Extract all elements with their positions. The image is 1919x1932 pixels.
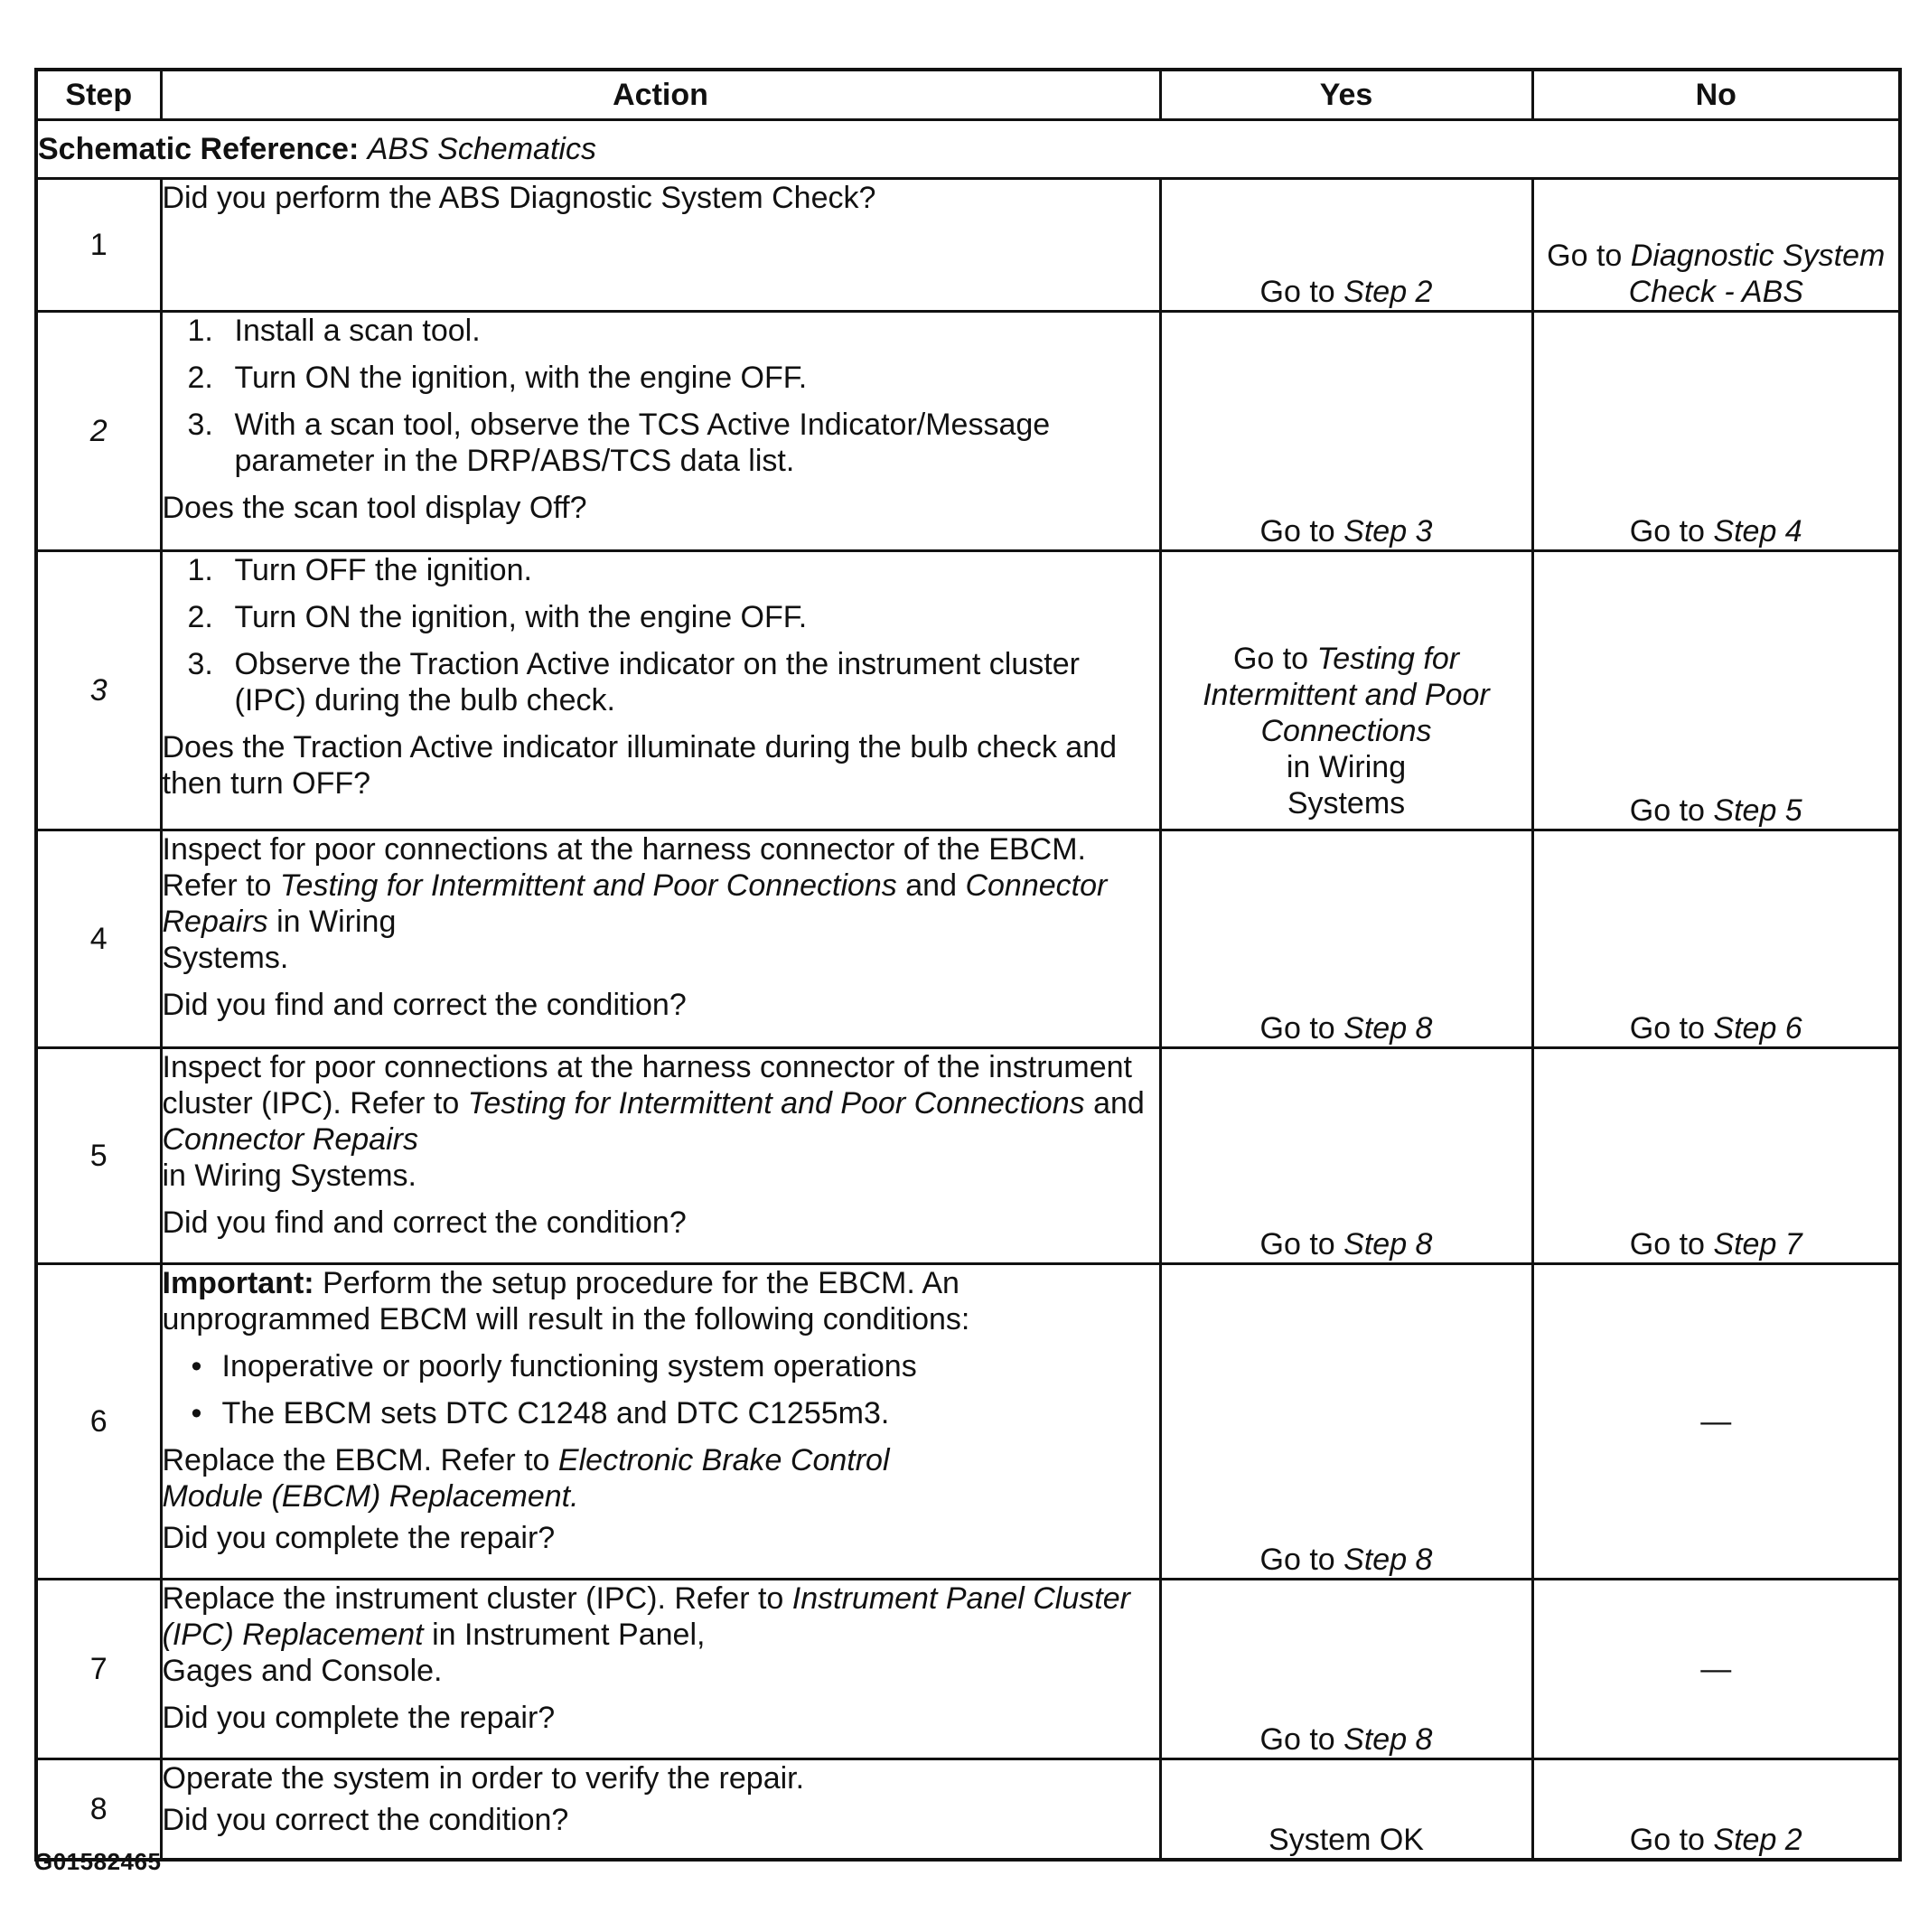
yes-target-link[interactable]: Step 8 [1343, 1722, 1433, 1757]
no-prefix: Go to [1629, 514, 1705, 549]
substep-item: 1. Turn OFF the ignition. [187, 553, 532, 587]
yes-cell [1160, 179, 1532, 312]
important-label: Important: [162, 1266, 314, 1300]
diagnostic-table [34, 68, 1902, 1862]
schematic-reference-link[interactable]: ABS Schematics [367, 132, 596, 166]
yes-prefix: Go to [1259, 1722, 1335, 1757]
no-cell [1532, 830, 1900, 1048]
no-cell [1532, 551, 1900, 830]
no-prefix: Go to [1629, 1011, 1705, 1046]
substep-item: 3. Observe the Traction Active indicator on the instrument cluster (IPC) during the bulb check. [187, 647, 1080, 717]
step-number: 2 [36, 312, 161, 551]
substep-list [163, 552, 1159, 718]
yes-cell [1160, 1048, 1532, 1264]
no-prefix: Go to [1547, 239, 1623, 273]
no-target-link[interactable]: Diagnostic System Check - ABS [1628, 239, 1886, 309]
action-question: Did you perform the ABS Diagnostic System Check? [162, 181, 876, 215]
action-instruction: Operate the system in order to verify the repair. [162, 1761, 805, 1796]
header-action: Action [161, 70, 1160, 120]
yes-target-link[interactable]: Step 8 [1343, 1011, 1433, 1046]
reference-link[interactable]: Testing for Intermittent and Poor Connections [279, 868, 897, 903]
substep-list [163, 313, 1159, 479]
schematic-reference [36, 120, 1900, 179]
table-row [36, 1759, 1900, 1861]
action-question: Does the Traction Active indicator illuminate during the bulb check and then turn OFF? [162, 730, 1117, 801]
list-item: • The EBCM sets DTC C1248 and DTC C1255m3. [191, 1396, 890, 1430]
yes-target-link[interactable]: Step 8 [1343, 1543, 1433, 1577]
step-number: 6 [36, 1264, 161, 1580]
yes-prefix: Go to [1259, 275, 1335, 309]
step-number: 3 [36, 551, 161, 830]
action-cell [161, 1048, 1160, 1264]
header-step: Step [36, 70, 161, 120]
step-number: 4 [36, 830, 161, 1048]
header-no: No [1532, 70, 1900, 120]
yes-cell [1160, 312, 1532, 551]
yes-target-link[interactable]: Step 8 [1343, 1227, 1433, 1261]
substep-item: 2. Turn ON the ignition, with the engine OFF. [187, 361, 808, 395]
no-target-link[interactable]: Step 7 [1713, 1227, 1802, 1261]
table-row [36, 1264, 1900, 1580]
yes-target-link[interactable]: Step 2 [1343, 275, 1433, 309]
action-question: Did you find and correct the condition? [162, 988, 687, 1022]
step-number: 5 [36, 1048, 161, 1264]
action-cell [161, 1759, 1160, 1861]
table-row [36, 312, 1900, 551]
schematic-reference-row [36, 120, 1900, 179]
action-instruction: Replace the EBCM. Refer to Electronic Brake Control Module (EBCM) Replacement. [162, 1443, 890, 1514]
table-row [36, 179, 1900, 312]
table-row [36, 1580, 1900, 1759]
step-number: 1 [36, 179, 161, 312]
reference-link[interactable]: Testing for Intermittent and Poor Connections [467, 1086, 1085, 1121]
condition-list [163, 1348, 1159, 1431]
action-instruction: Inspect for poor connections at the harness connector of the instrument cluster (IPC). Refer to Testing for Intermittent and Poor Connections and Connector Repairs in Wiring Systems. [162, 1050, 1145, 1193]
yes-cell [1160, 551, 1532, 830]
no-cell [1532, 1759, 1900, 1861]
no-target-link[interactable]: Step 4 [1713, 514, 1802, 549]
no-cell: — [1532, 1264, 1900, 1580]
action-cell [161, 312, 1160, 551]
no-target-link[interactable]: Step 2 [1713, 1823, 1802, 1857]
yes-suffix: in Wiring Systems [1286, 750, 1407, 821]
no-prefix: Go to [1629, 1227, 1705, 1261]
action-question: Did you complete the repair? [162, 1521, 556, 1555]
header-yes: Yes [1160, 70, 1532, 120]
action-question: Does the scan tool display Off? [162, 491, 587, 525]
substep-item: 1. Install a scan tool. [187, 314, 481, 348]
table-row [36, 551, 1900, 830]
yes-prefix: Go to [1259, 514, 1335, 549]
no-cell: — [1532, 1580, 1900, 1759]
table-row [36, 1048, 1900, 1264]
substep-item: 2. Turn ON the ignition, with the engine OFF. [187, 600, 808, 634]
yes-target-link[interactable]: Testing for Intermittent and Poor Connections [1203, 642, 1490, 748]
yes-prefix: Go to [1232, 642, 1309, 676]
reference-link[interactable]: Connector Repairs [162, 1122, 418, 1157]
step-number: 7 [36, 1580, 161, 1759]
reference-link[interactable]: Instrument Panel Cluster (IPC) Replacement [162, 1581, 1130, 1652]
yes-cell [1160, 1580, 1532, 1759]
action-cell [161, 551, 1160, 830]
no-cell [1532, 179, 1900, 312]
action-cell [161, 179, 1160, 312]
action-question: Did you correct the condition? [162, 1803, 569, 1837]
yes-prefix: Go to [1259, 1011, 1335, 1046]
action-cell [161, 1580, 1160, 1759]
yes-cell: System OK [1160, 1759, 1532, 1861]
no-cell [1532, 1048, 1900, 1264]
action-instruction: Replace the instrument cluster (IPC). Refer to Instrument Panel Cluster (IPC) Replacement in Instrument Panel, Gages and Console. [162, 1581, 1130, 1688]
diagnostic-table-container [34, 68, 1898, 1862]
yes-cell [1160, 1264, 1532, 1580]
action-cell [161, 1264, 1160, 1580]
header-row [36, 70, 1900, 120]
yes-prefix: Go to [1259, 1543, 1335, 1577]
action-question: Did you find and correct the condition? [162, 1205, 687, 1240]
table-row [36, 830, 1900, 1048]
reference-link[interactable]: Electronic Brake Control Module (EBCM) Replacement. [162, 1443, 890, 1514]
list-item: • Inoperative or poorly functioning system operations [191, 1349, 917, 1383]
action-question: Did you complete the repair? [162, 1701, 556, 1735]
no-target-link[interactable]: Step 6 [1713, 1011, 1802, 1046]
reference-link[interactable]: Connector Repairs [162, 868, 1108, 939]
figure-id: G01582465 [34, 1848, 162, 1875]
step-number: 8 [36, 1759, 161, 1861]
action-instruction: Inspect for poor connections at the harness connector of the EBCM. Refer to Testing for Intermittent and Poor Connections and Connector Repairs in Wiring Systems. [162, 832, 1108, 975]
substep-item: 3. With a scan tool, observe the TCS Active Indicator/Message parameter in the DRP/ABS/TCS data list. [187, 408, 1051, 478]
yes-target-link[interactable]: Step 3 [1343, 514, 1433, 549]
schematic-reference-label: Schematic Reference: [38, 132, 360, 166]
important-note: Important: Perform the setup procedure for the EBCM. An unprogrammed EBCM will result in the following conditions: [162, 1266, 970, 1336]
no-prefix: Go to [1629, 793, 1705, 828]
no-target-link[interactable]: Step 5 [1713, 793, 1802, 828]
no-prefix: Go to [1629, 1823, 1705, 1857]
yes-cell [1160, 830, 1532, 1048]
action-cell [161, 830, 1160, 1048]
yes-prefix: Go to [1259, 1227, 1335, 1261]
no-cell [1532, 312, 1900, 551]
